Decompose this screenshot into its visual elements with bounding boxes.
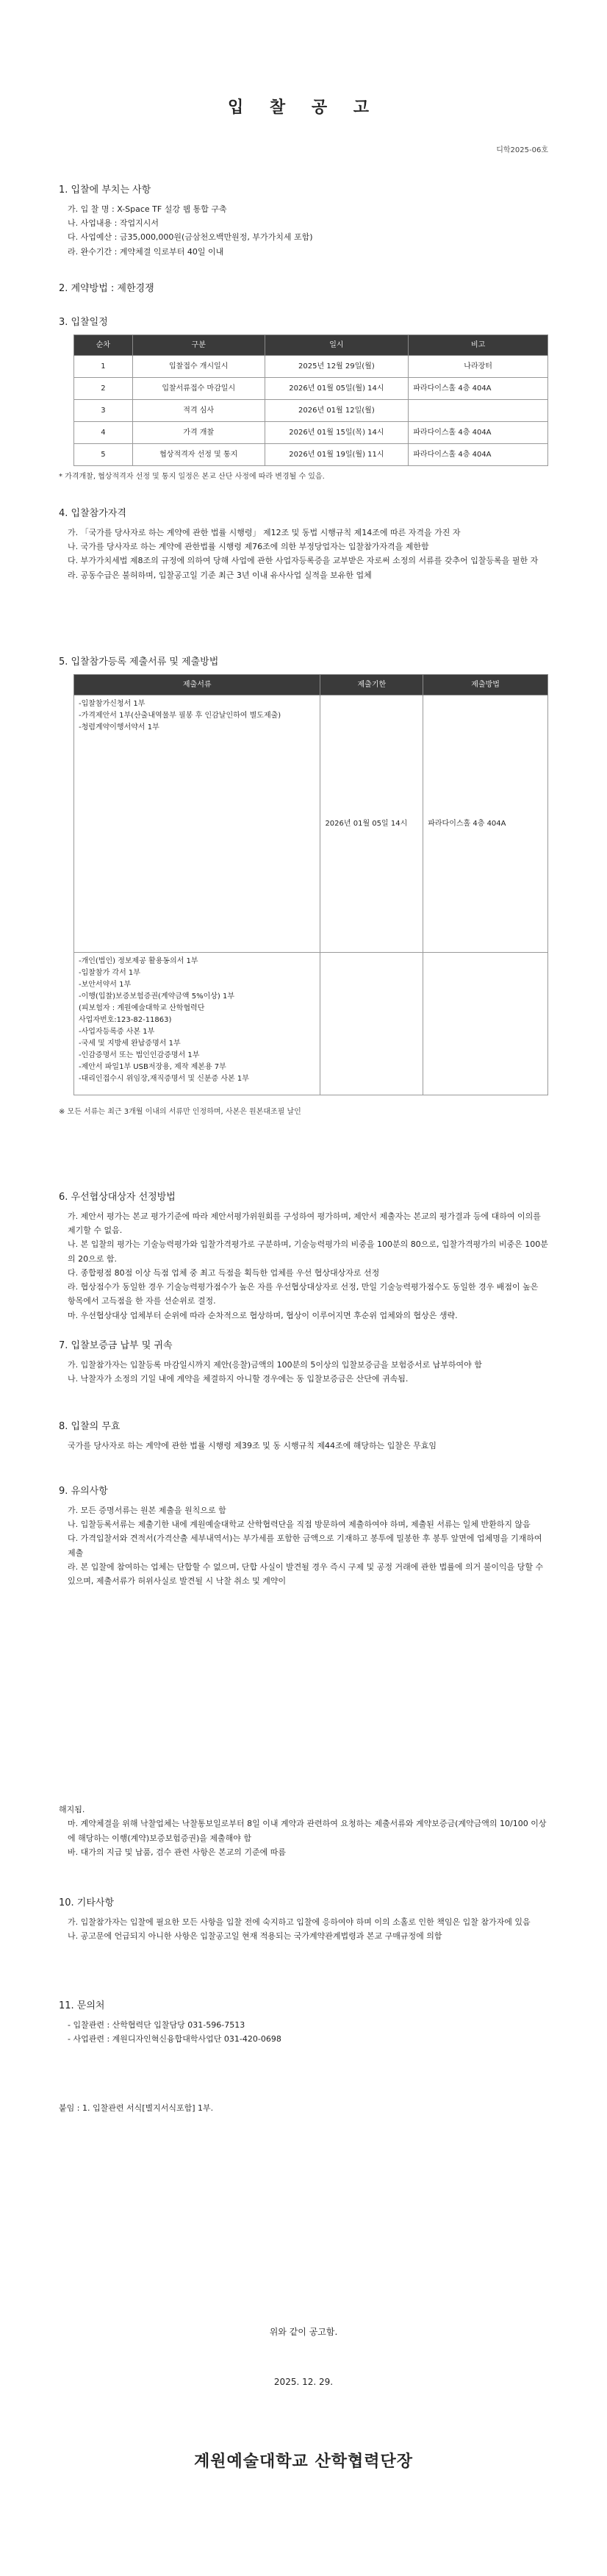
schedule-note: * 가격개찰, 협상적격자 선정 및 통지 일정은 본교 산단 사정에 따라 변경될 수 있음. xyxy=(59,473,325,482)
submission-note: ※ 모든 서류는 최근 3개월 이내의 서류만 인정하며, 사본은 원본대조필 날인 xyxy=(59,1108,301,1117)
list-item: -제안서 파일1부 USB저장용, 제작 제본용 7부 xyxy=(79,1063,226,1072)
table-cell: 입찰서류접수 마감일시 xyxy=(132,378,265,400)
table-cell: 2026년 01월 12일(월) xyxy=(265,400,409,422)
list-item: 라. 완수기간 : 계약체결 익로부터 40일 이내 xyxy=(68,246,224,257)
section-heading: 2. 계약방법 : 제한경쟁 xyxy=(59,283,154,294)
table-header-row xyxy=(74,674,548,695)
page-title: 입 찰 공 고 xyxy=(228,99,379,117)
list-item: 가. 입찰참가자는 입찰등록 마감일시까지 제안(응찰)금액의 100분의 5이상의 입찰보증금을 보험증서로 납부하여야 함 xyxy=(68,1359,482,1370)
document-list-cell xyxy=(74,953,320,1095)
list-item: 다. 종합평점 80점 이상 득점 업체 중 최고 득점을 획득한 업체를 우선 협상대상자로 선정 xyxy=(68,1267,380,1278)
list-item: -입찰참가신청서 1부 xyxy=(79,700,146,709)
section-heading: 10. 기타사항 xyxy=(59,1897,115,1908)
list-item: 바. 대가의 지급 및 납품, 검수 관련 사항은 본교의 기준에 따름 xyxy=(68,1847,286,1857)
column-header: 순차 xyxy=(74,334,133,356)
list-item: 나. 본 입찰의 평가는 기술능력평가와 입찰가격평가로 구분하며, 기술능력평가의 비중을 100분의 80으로, 입찰가격평가의 비중은 100분의 20으로 함. xyxy=(68,1239,548,1264)
list-item: -사업자등록증 사본 1부 xyxy=(79,1028,155,1037)
table-cell: 2026년 01월 19일(월) 11시 xyxy=(265,444,409,466)
table-cell: 파라다이스홀 4층 404A xyxy=(409,422,548,444)
attachment-note xyxy=(59,2101,548,2115)
column-header: 구분 xyxy=(132,334,265,356)
list-item: 나. 사업내용 : 작업지시서 xyxy=(68,218,159,228)
table-cell: 입찰접수 개시일시 xyxy=(132,356,265,378)
section-schedule xyxy=(59,315,548,484)
column-header: 제출서류 xyxy=(74,674,320,695)
section-heading: 8. 입찰의 무효 xyxy=(59,1421,121,1432)
list-item: 가. 제안서 평가는 본교 평가기준에 따라 제안서평가위원회를 구성하여 평가하며, 제안서 제출자는 본교의 평가결과 등에 대하여 이의를 제기할 수 없음. xyxy=(68,1211,541,1235)
list-item: 나. 국가를 당사자로 하는 계약에 관한법률 시행령 제76조에 의한 부정당업자는 입찰참가자격을 제한함 xyxy=(68,542,429,551)
section-heading: 6. 우선협상대상자 선정방법 xyxy=(59,1192,176,1203)
document-number: 디학2025-06호 xyxy=(496,146,548,154)
table-cell: 2026년 01월 05일(월) 14시 xyxy=(265,378,409,400)
table-cell: 파라다이스홀 4층 404A xyxy=(409,444,548,466)
deadline-cell: 2026년 01월 05일 14시 xyxy=(320,695,423,953)
table-cell: 5 xyxy=(74,444,133,466)
list-item: 마. 계약체결을 위해 낙찰업체는 낙찰통보일로부터 8일 이내 계약과 관련하여 요청하는 제출서류와 계약보증금(계약금액의 10/100 이상에 해당하는 이행(계약)보증보험증권)을 제출해야 함 xyxy=(68,1819,547,1843)
list-item: 가. 입찰참가자는 입찰에 필요한 모든 사항을 입찰 전에 숙지하고 입찰에 응하여야 하며 이의 소홀로 인한 책임은 입찰 참가자에 있음 xyxy=(68,1917,531,1927)
contact-project: - 사업관련 : 계원디자인혁신융합대학사업단 031-420-0698 xyxy=(68,2034,281,2044)
submission-table xyxy=(73,674,548,1096)
section-heading: 9. 유의사항 xyxy=(59,1486,108,1497)
list-item: -이행(입찰)보증보험증권(계약금액 5%이상) 1부 xyxy=(79,992,235,1001)
list-item: -국세 및 지방세 완납증명서 1부 xyxy=(79,1040,181,1048)
list-item: 라. 협상점수가 동일한 경우 기술능력평가점수가 높은 자를 우선협상대상자로 선정, 만일 기술능력평가점수도 동일한 경우 배점이 높은 항목에서 고득점을 한 자를 선순위로 결정. xyxy=(68,1282,539,1306)
list-item: 해지됨. xyxy=(59,1805,85,1814)
list-item: -인감증명서 또는 법인인감증명서 1부 xyxy=(79,1051,200,1060)
table-cell: 적격 심사 xyxy=(132,400,265,422)
list-item: -가격제안서 1부(산출내역물부 필봉 후 인감날인하여 별도제출) xyxy=(79,712,281,720)
section-deposit xyxy=(59,1338,548,1386)
list-item: -입찰참가 각서 1부 xyxy=(79,969,140,978)
section-heading: 4. 입찰참가자격 xyxy=(59,508,126,519)
table-cell: 파라다이스홀 4층 404A xyxy=(409,378,548,400)
list-item: 국가를 당사자로 하는 계약에 관한 법률 시행령 제39조 및 동 시행규칙 제44조에 해당하는 입찰은 무효임 xyxy=(68,1440,437,1450)
list-item: 라. 공동수급은 불허하며, 입찰공고일 기준 최근 3년 이내 유사사업 실적을 보유한 업체 xyxy=(68,570,372,580)
table-row xyxy=(74,378,548,400)
closing-text: 위와 같이 공고함. xyxy=(269,2327,338,2337)
list-item: 다. 부가가치세법 제8조의 규정에 의하여 당해 사업에 관한 사업자등록증을 교부받은 자로써 소정의 서류를 갖추어 입찰등록을 필한 자 xyxy=(68,556,539,566)
table-cell: 2026년 01월 15일(목) 14시 xyxy=(265,422,409,444)
table-cell: 가격 개찰 xyxy=(132,422,265,444)
list-item: 라. 본 입찰에 참여하는 업체는 단합할 수 없으며, 단합 사실이 발견될 경우 즉시 구제 및 공정 거래에 관한 법률에 의거 불이익을 당할 수 있으며, 제출서류가 허위사실로 발견될 시 낙찰 취소 및 계약이 xyxy=(68,1561,544,1586)
section-notes xyxy=(59,1484,548,1588)
list-item: 마. 우선협상대상 업체부터 순위에 따라 순차적으로 협상하며, 협상이 이루어지면 후순위 업체와의 협상은 생략. xyxy=(68,1310,458,1320)
table-cell: 협상적격자 선정 및 통지 xyxy=(132,444,265,466)
table-cell: 2 xyxy=(74,378,133,400)
list-item: 나. 공고문에 언급되지 아니한 사항은 입찰공고일 현재 적용되는 국가계약관계법령과 본교 구매규정에 의함 xyxy=(68,1931,442,1941)
list-item: -보안서약서 1부 xyxy=(79,981,132,990)
attachment-text: 붙임 : 1. 입찰관련 서식[별지서식포함] 1부. xyxy=(59,2103,214,2113)
section-heading: 11. 문의처 xyxy=(59,2000,105,2011)
list-item: 가. 입 찰 명 : X-Space TF 설강 웹 통합 구축 xyxy=(68,204,227,214)
list-item: 가. 모든 증명서류는 원본 제출을 원칙으로 함 xyxy=(68,1505,226,1515)
section-other xyxy=(59,1895,548,1943)
announcement-date: 2025. 12. 29. xyxy=(273,2377,334,2387)
section-notes-continued xyxy=(59,1803,548,1859)
table-cell: 1 xyxy=(74,356,133,378)
table-cell: 4 xyxy=(74,422,133,444)
column-header: 일시 xyxy=(265,334,409,356)
table-cell: 2025년 12월 29일(월) xyxy=(265,356,409,378)
table-row xyxy=(74,444,548,466)
section-selection xyxy=(59,1189,548,1323)
schedule-table xyxy=(73,334,548,467)
table-cell xyxy=(320,953,423,1095)
list-item: 다. 가격입찰서와 견적서(가격산출 세부내역서)는 부가세를 포함한 금액으로 기재하고 봉투에 밀봉한 후 봉투 앞면에 업체명을 기재하여 제출 xyxy=(68,1534,542,1558)
contact-bid: - 입찰관련 : 산학협력단 입찰담당 031-596-7513 xyxy=(68,2019,245,2030)
section-bid-items xyxy=(59,182,548,259)
section-heading: 7. 입찰보증금 납부 및 귀속 xyxy=(59,1340,173,1351)
list-item: -청렴계약이행서약서 1부 xyxy=(79,723,159,732)
section-contact xyxy=(59,1998,548,2046)
section-heading: 1. 입찰에 부치는 사항 xyxy=(59,185,151,196)
section-heading: 3. 입찰일정 xyxy=(59,317,108,328)
column-header: 제출기한 xyxy=(320,674,423,695)
table-row xyxy=(74,400,548,422)
document-list-cell xyxy=(74,695,320,953)
list-item: 다. 사업예산 : 금35,000,000원(금삼천오백만원정, 부가가치세 포함) xyxy=(68,232,313,243)
section-contract-method xyxy=(59,281,548,301)
section-submission xyxy=(59,654,548,1119)
table-row xyxy=(74,356,548,378)
list-item: 사업자번호:123-82-11863) xyxy=(79,1016,172,1025)
list-item: -대리인접수시 위임장,재직증명서 및 신분증 사본 1부 xyxy=(79,1075,249,1084)
table-row xyxy=(74,422,548,444)
list-item: (피보험자 : 계원예술대학교 산학협력단 xyxy=(79,1004,205,1013)
table-cell: 나라장터 xyxy=(409,356,548,378)
list-item: 나. 낙찰자가 소정의 기일 내에 계약을 체결하지 아니할 경우에는 동 입찰보증금은 산단에 귀속됨. xyxy=(68,1374,409,1384)
list-item: -개인(법인) 정보제공 활용동의서 1부 xyxy=(79,957,198,966)
table-cell xyxy=(423,953,548,1095)
list-item: 나. 입찰등록서류는 제출기한 내에 계원예술대학교 산학협력단을 직접 방문하여 제출하여야 하며, 제출된 서류는 일체 반환하지 않음 xyxy=(68,1520,531,1529)
section-heading: 5. 입찰참가등록 제출서류 및 제출방법 xyxy=(59,656,219,668)
table-cell: 3 xyxy=(74,400,133,422)
section-qualifications xyxy=(59,506,548,582)
column-header: 제출방법 xyxy=(423,674,548,695)
signer-name: 계원예술대학교 산학협력단장 xyxy=(194,2452,413,2471)
section-invalid xyxy=(59,1419,548,1453)
table-row xyxy=(74,953,548,1095)
table-header-row xyxy=(74,334,548,356)
list-item: 가. 「국가를 당사자로 하는 계약에 관한 법률 시행령」 제12조 및 동법 시행규칙 제14조에 따른 자격을 가진 자 xyxy=(68,527,461,537)
column-header: 비고 xyxy=(409,334,548,356)
table-row xyxy=(74,695,548,953)
table-cell xyxy=(409,400,548,422)
method-cell: 파라다이스홀 4층 404A xyxy=(423,695,548,953)
